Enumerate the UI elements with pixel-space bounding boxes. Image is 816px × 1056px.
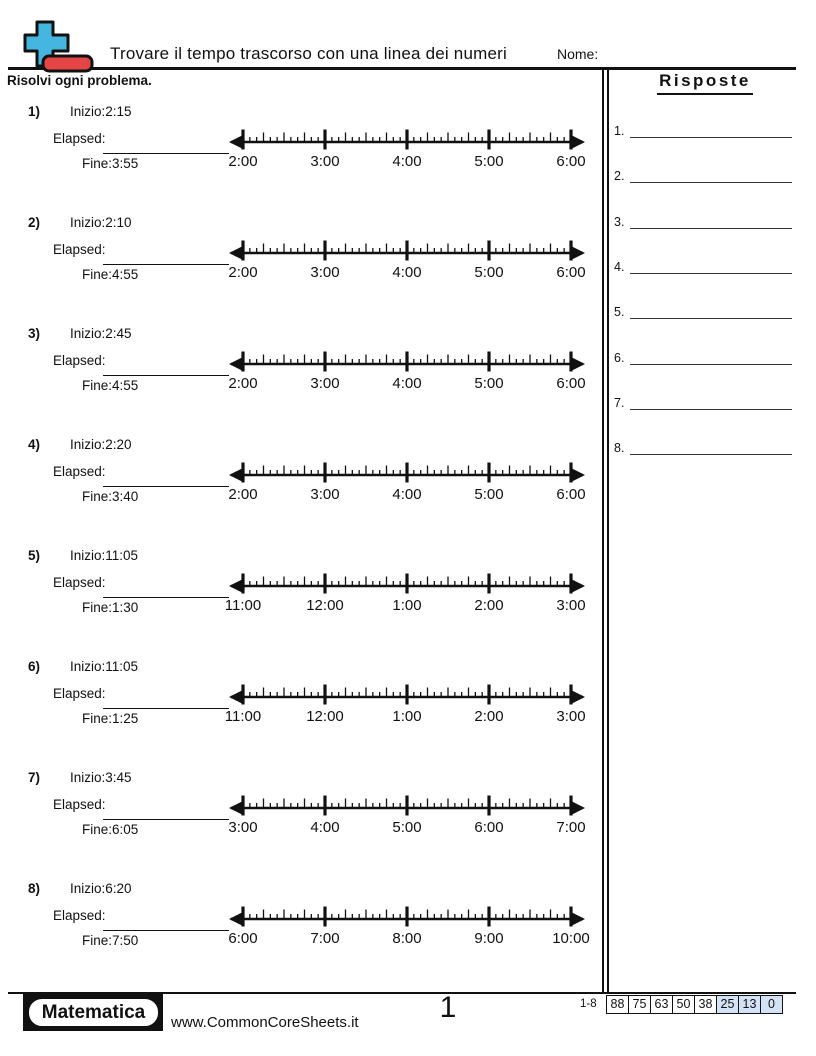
time-label: 2:00 bbox=[474, 597, 504, 614]
right-arrow-icon bbox=[572, 580, 585, 593]
timeline-svg bbox=[227, 461, 597, 507]
elapsed-write-line bbox=[103, 930, 229, 931]
score-cell: 75 bbox=[628, 996, 650, 1013]
fine-label: Fine: bbox=[82, 711, 113, 726]
answer-item bbox=[612, 215, 798, 235]
time-label: 6:00 bbox=[556, 153, 586, 170]
inizio-value: 3:45 bbox=[105, 770, 132, 785]
time-label: 10:00 bbox=[552, 930, 590, 947]
answers-title: Risposte bbox=[657, 71, 753, 95]
score-cell: 63 bbox=[650, 996, 672, 1013]
problem bbox=[0, 548, 600, 659]
problem-number: 1) bbox=[28, 104, 41, 119]
time-label: 9:00 bbox=[474, 930, 504, 947]
time-label: 3:00 bbox=[556, 708, 586, 725]
time-label: 3:00 bbox=[310, 153, 340, 170]
elapsed-label: Elapsed: bbox=[53, 797, 106, 812]
inizio-label: Inizio: bbox=[70, 770, 106, 785]
brand-label: Matematica bbox=[41, 1002, 146, 1023]
problem bbox=[0, 659, 600, 770]
time-label: 5:00 bbox=[474, 153, 504, 170]
answer-line bbox=[630, 364, 792, 365]
inizio-value: 2:10 bbox=[105, 215, 132, 230]
page-number: 1 bbox=[439, 991, 457, 1024]
inizio-label: Inizio: bbox=[70, 881, 106, 896]
time-label: 3:00 bbox=[310, 486, 340, 503]
elapsed-label: Elapsed: bbox=[53, 575, 106, 590]
problem-number: 8) bbox=[28, 881, 41, 896]
time-label: 1:00 bbox=[392, 708, 422, 725]
elapsed-write-line bbox=[103, 153, 229, 154]
fine-row bbox=[82, 822, 138, 837]
answer-line bbox=[630, 454, 792, 455]
elapsed-write-line bbox=[103, 375, 229, 376]
answers-panel-header bbox=[612, 71, 798, 95]
time-label: 6:00 bbox=[556, 264, 586, 281]
website-link[interactable]: www.CommonCoreSheets.it bbox=[171, 1014, 359, 1031]
fine-row bbox=[82, 933, 138, 948]
fine-label: Fine: bbox=[82, 600, 113, 615]
problem bbox=[0, 326, 600, 437]
time-label: 11:00 bbox=[224, 597, 262, 614]
fine-row bbox=[82, 711, 138, 726]
time-label: 4:00 bbox=[392, 153, 422, 170]
fine-row bbox=[82, 600, 138, 615]
answer-number: 7. bbox=[614, 395, 625, 410]
answer-number: 1. bbox=[614, 124, 625, 138]
problem-number: 5) bbox=[28, 548, 41, 563]
time-label: 12:00 bbox=[306, 708, 344, 725]
inizio-row bbox=[70, 548, 138, 563]
timeline-svg bbox=[227, 350, 597, 396]
time-label: 2:00 bbox=[228, 153, 258, 170]
timeline-svg bbox=[227, 239, 597, 285]
inizio-row bbox=[70, 881, 132, 896]
inizio-row bbox=[70, 437, 132, 452]
time-label: 3:00 bbox=[556, 597, 586, 614]
inizio-label: Inizio: bbox=[70, 215, 106, 230]
right-arrow-icon bbox=[572, 691, 585, 704]
answer-line bbox=[630, 182, 792, 183]
elapsed-write-line bbox=[103, 819, 229, 820]
fine-row bbox=[82, 156, 138, 171]
time-label: 5:00 bbox=[474, 375, 504, 392]
left-arrow-icon bbox=[229, 247, 242, 260]
inizio-value: 2:45 bbox=[105, 326, 132, 341]
problem bbox=[0, 770, 600, 881]
time-label: 4:00 bbox=[392, 375, 422, 392]
problem-number: 2) bbox=[28, 215, 41, 230]
score-cell: 13 bbox=[738, 996, 760, 1013]
time-label: 2:00 bbox=[228, 486, 258, 503]
inizio-label: Inizio: bbox=[70, 326, 106, 341]
right-arrow-icon bbox=[572, 358, 585, 371]
time-label: 7:00 bbox=[310, 930, 340, 947]
time-label: 7:00 bbox=[556, 819, 586, 836]
score-cell: 88 bbox=[610, 997, 625, 1011]
elapsed-write-line bbox=[103, 264, 229, 265]
fine-value: 3:40 bbox=[112, 489, 139, 504]
fine-label: Fine: bbox=[82, 489, 113, 504]
fine-value: 3:55 bbox=[112, 156, 139, 171]
inizio-value: 11:05 bbox=[105, 548, 139, 563]
answer-line bbox=[630, 273, 792, 274]
timeline-svg bbox=[227, 905, 597, 951]
elapsed-label: Elapsed: bbox=[53, 131, 106, 146]
elapsed-write-line bbox=[103, 597, 229, 598]
problem-number: 3) bbox=[28, 326, 41, 341]
right-arrow-icon bbox=[572, 247, 585, 260]
time-label: 5:00 bbox=[392, 819, 422, 836]
time-label: 3:00 bbox=[310, 264, 340, 281]
fine-label: Fine: bbox=[82, 267, 113, 282]
left-arrow-icon bbox=[229, 469, 242, 482]
right-arrow-icon bbox=[572, 913, 585, 926]
inizio-row bbox=[70, 215, 132, 230]
inizio-label: Inizio: bbox=[70, 437, 106, 452]
inizio-value: 11:05 bbox=[105, 659, 139, 674]
inizio-row bbox=[70, 104, 132, 119]
inizio-value: 6:20 bbox=[105, 881, 132, 896]
fine-value: 1:25 bbox=[112, 711, 139, 726]
inizio-value: 2:15 bbox=[105, 104, 132, 119]
time-label: 2:00 bbox=[474, 708, 504, 725]
time-label: 6:00 bbox=[474, 819, 504, 836]
inizio-label: Inizio: bbox=[70, 548, 106, 563]
right-arrow-icon bbox=[572, 469, 585, 482]
score-range-label: 1-8 bbox=[580, 998, 597, 1010]
answer-item bbox=[612, 351, 798, 371]
time-label: 4:00 bbox=[392, 486, 422, 503]
elapsed-write-line bbox=[103, 486, 229, 487]
fine-label: Fine: bbox=[82, 933, 113, 948]
time-label: 3:00 bbox=[228, 819, 258, 836]
brand-badge bbox=[23, 994, 163, 1031]
time-label: 2:00 bbox=[228, 375, 258, 392]
left-arrow-icon bbox=[229, 913, 242, 926]
instructions: Risolvi ogni problema. bbox=[7, 73, 152, 88]
time-label: 11:00 bbox=[224, 708, 262, 725]
fine-row bbox=[82, 489, 138, 504]
column-divider bbox=[602, 70, 604, 993]
timeline-svg bbox=[224, 683, 597, 729]
left-arrow-icon bbox=[229, 691, 242, 704]
time-label: 4:00 bbox=[310, 819, 340, 836]
problem bbox=[0, 104, 600, 215]
fine-value: 4:55 bbox=[112, 378, 139, 393]
page-title: Trovare il tempo trascorso con una linea dei numeri bbox=[110, 44, 507, 63]
answer-item bbox=[612, 260, 798, 280]
answer-item bbox=[612, 441, 798, 461]
answer-item bbox=[612, 169, 798, 189]
right-arrow-icon bbox=[572, 802, 585, 815]
answer-number: 4. bbox=[614, 259, 625, 274]
time-label: 6:00 bbox=[556, 486, 586, 503]
answer-number: 3. bbox=[614, 214, 625, 229]
time-label: 6:00 bbox=[228, 930, 258, 947]
answer-line bbox=[630, 137, 792, 138]
fine-value: 4:55 bbox=[112, 267, 139, 282]
answer-item bbox=[612, 305, 798, 325]
elapsed-label: Elapsed: bbox=[53, 686, 106, 701]
answer-item bbox=[612, 124, 798, 144]
right-arrow-icon bbox=[572, 136, 585, 149]
score-cell: 38 bbox=[694, 996, 716, 1013]
problem-number: 6) bbox=[28, 659, 41, 674]
fine-row bbox=[82, 267, 138, 282]
time-label: 12:00 bbox=[306, 597, 344, 614]
fine-row bbox=[82, 378, 138, 393]
fine-value: 1:30 bbox=[112, 600, 139, 615]
elapsed-label: Elapsed: bbox=[53, 242, 106, 257]
time-label: 6:00 bbox=[556, 375, 586, 392]
minus-icon bbox=[43, 56, 92, 71]
elapsed-write-line bbox=[103, 708, 229, 709]
answer-number: 2. bbox=[614, 169, 625, 184]
answer-line bbox=[630, 228, 792, 229]
left-arrow-icon bbox=[229, 136, 242, 149]
score-cell: 0 bbox=[760, 996, 782, 1013]
plus-minus-logo-icon bbox=[20, 16, 104, 74]
problem bbox=[0, 437, 600, 548]
timeline-svg bbox=[227, 128, 597, 174]
score-table bbox=[606, 995, 783, 1014]
time-label: 5:00 bbox=[474, 264, 504, 281]
time-label: 5:00 bbox=[474, 486, 504, 503]
header-rule bbox=[8, 67, 796, 70]
problem-number: 7) bbox=[28, 770, 41, 785]
inizio-label: Inizio: bbox=[70, 104, 106, 119]
left-arrow-icon bbox=[229, 358, 242, 371]
fine-value: 7:50 bbox=[112, 933, 139, 948]
inizio-row bbox=[70, 770, 132, 785]
time-label: 1:00 bbox=[392, 597, 422, 614]
brand-pill bbox=[27, 997, 160, 1028]
inizio-row bbox=[70, 326, 132, 341]
answer-number: 8. bbox=[614, 441, 625, 456]
fine-label: Fine: bbox=[82, 156, 113, 171]
left-arrow-icon bbox=[229, 802, 242, 815]
time-label: 8:00 bbox=[392, 930, 422, 947]
answer-item bbox=[612, 396, 798, 416]
problem bbox=[0, 881, 600, 992]
column-divider bbox=[607, 70, 609, 993]
answer-number: 6. bbox=[614, 350, 625, 365]
score-cell: 25 bbox=[716, 996, 738, 1013]
answer-line bbox=[630, 409, 792, 410]
score-cell: 50 bbox=[672, 996, 694, 1013]
fine-label: Fine: bbox=[82, 378, 113, 393]
answer-line bbox=[630, 318, 792, 319]
inizio-row bbox=[70, 659, 138, 674]
name-label: Nome: bbox=[557, 46, 599, 62]
timeline-svg bbox=[224, 572, 597, 618]
answer-number: 5. bbox=[614, 305, 625, 320]
inizio-value: 2:20 bbox=[105, 437, 132, 452]
inizio-label: Inizio: bbox=[70, 659, 106, 674]
time-label: 2:00 bbox=[228, 264, 258, 281]
left-arrow-icon bbox=[229, 580, 242, 593]
fine-value: 6:05 bbox=[112, 822, 139, 837]
time-label: 4:00 bbox=[392, 264, 422, 281]
elapsed-label: Elapsed: bbox=[53, 908, 106, 923]
timeline-svg bbox=[227, 794, 597, 840]
time-label: 3:00 bbox=[310, 375, 340, 392]
problem-number: 4) bbox=[28, 437, 41, 452]
fine-label: Fine: bbox=[82, 822, 113, 837]
elapsed-label: Elapsed: bbox=[53, 353, 106, 368]
elapsed-label: Elapsed: bbox=[53, 464, 106, 479]
problem bbox=[0, 215, 600, 326]
